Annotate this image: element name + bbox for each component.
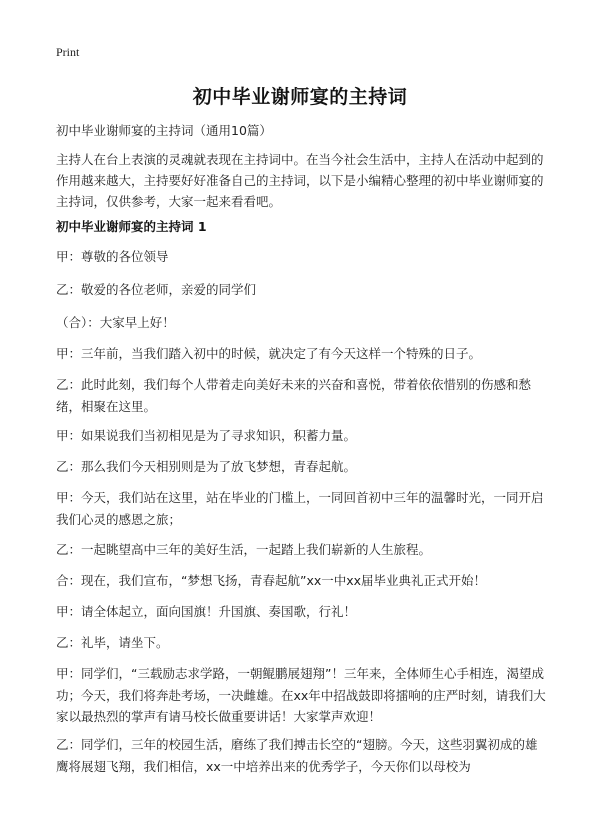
dialogue-line: 乙：那么我们今天相别则是为了放飞梦想，青春起航。 [56, 459, 357, 474]
dialogue-line: 甲：如果说我们当初相见是为了寻求知识，积蓄力量。 [56, 428, 357, 443]
dialogue-line: 乙：此时此刻，我们每个人带着走向美好未来的兴奋和喜悦，带着依依惜别的伤感和愁绪，相聚在这里。 [56, 377, 532, 414]
dialogue-line: 乙：同学们，三年的校园生活，磨练了我们搏击长空的“翅膀。今天，这些羽翼初成的雄鹰将展翅飞翔，我们相信，xx一中培养出来的优秀学子，今天你们以母校为 [56, 737, 538, 774]
document-subtitle: 初中毕业谢师宴的主持词（通用10篇） [56, 123, 272, 138]
dialogue-line: 甲：请全体起立，面向国旗！升国旗、奏国歌，行礼！ [56, 604, 357, 619]
dialogue-line: 乙：一起眺望高中三年的美好生活，一起踏上我们崭新的人生旅程。 [56, 542, 432, 557]
page-title: 初中毕业谢师宴的主持词 [192, 86, 408, 108]
dialogue-line: 乙：礼毕，请坐下。 [56, 635, 169, 650]
intro-paragraph: 主持人在台上表演的灵魂就表现在主持词中。在当今社会生活中，主持人在活动中起到的作用越来越大，主持要好好准备自己的主持词，以下是小编精心整理的初中毕业谢师宴的主持词，仅供参考，大家一起来看看吧。 [56, 152, 544, 209]
dialogue-line: （合）：大家早上好！ [56, 315, 175, 330]
section-heading: 初中毕业谢师宴的主持词 1 [56, 219, 207, 234]
dialogue-line: 甲：三年前，当我们踏入初中的时候，就决定了有今天这样一个特殊的日子。 [56, 346, 482, 361]
print-link[interactable]: Print [56, 45, 80, 59]
dialogue-line: 甲：同学们，“三载励志求学路，一朝鲲鹏展翅翔”！三年来，全体师生心手相连，渴望成功；今天，我们将奔赴考场，一决雌雄。在xx年中招战鼓即将擂响的庄严时刻，请我们大家以最热烈的掌声有请马校长做重要讲话！大家掌声欢迎！ [56, 666, 546, 724]
dialogue-line: 甲：今天，我们站在这里，站在毕业的门槛上，一同回首初中三年的温馨时光，一同开启我们心灵的感恩之旅； [56, 490, 544, 527]
dialogue-line: 甲：尊敬的各位领导 [56, 249, 169, 264]
dialogue-line: 乙：敬爱的各位老师，亲爱的同学们 [56, 282, 257, 297]
dialogue-line: 合：现在，我们宣布，“梦想飞扬，青春起航”xx一中xx届毕业典礼正式开始！ [56, 573, 487, 588]
